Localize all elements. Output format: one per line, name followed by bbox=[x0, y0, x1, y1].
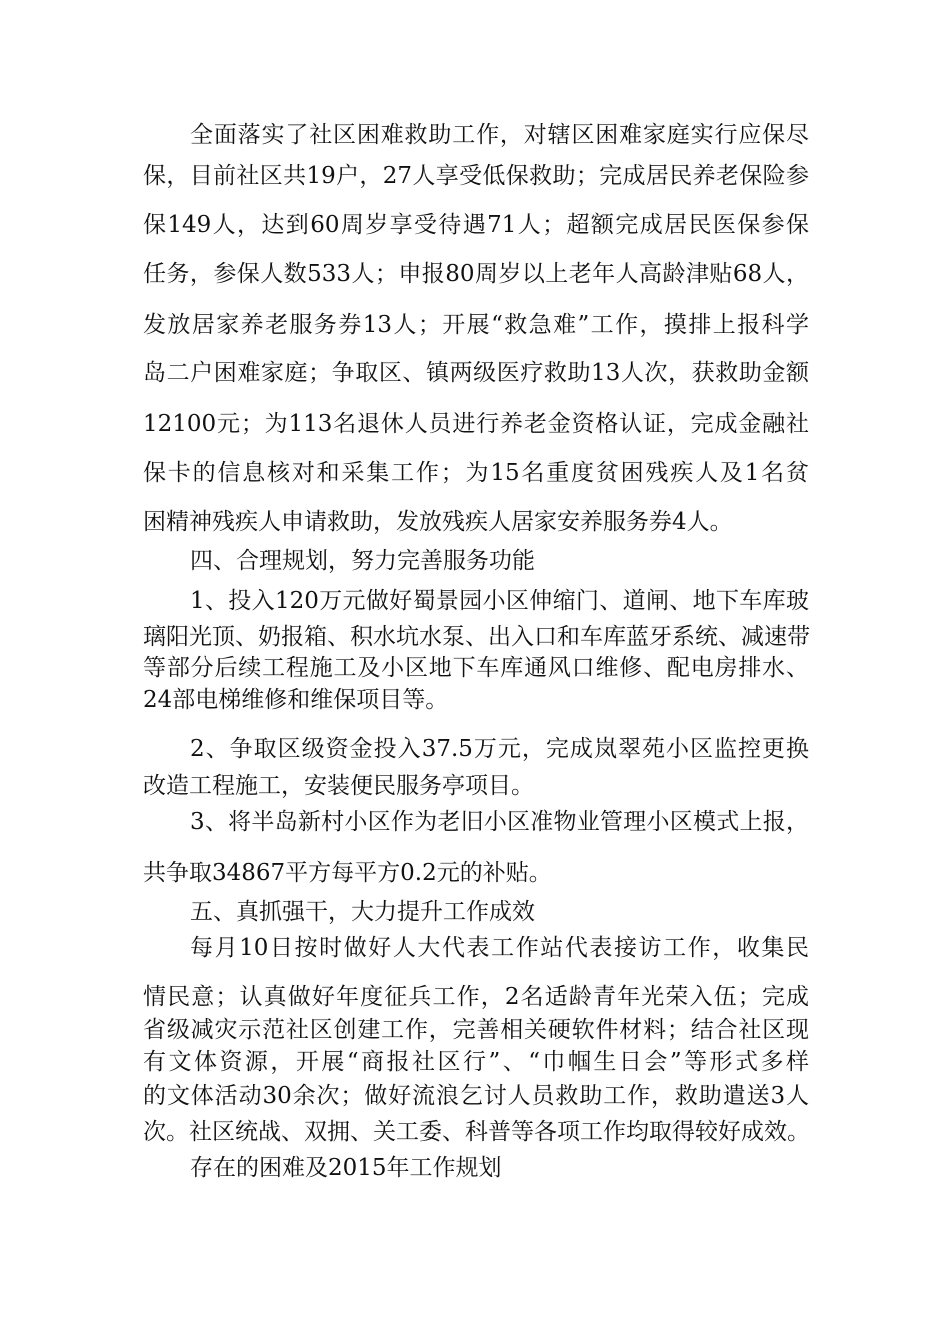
paragraph-line: 全面落实了社区困难救助工作，对辖区困难家庭实行应保尽 bbox=[190, 122, 809, 148]
paragraph-line: 保卡的信息核对和采集工作；为15名重度贫困残疾人及1名贫 bbox=[143, 460, 809, 486]
paragraph-line: 任务，参保人数533人；申报80周岁以上老年人高龄津贴68人， bbox=[143, 261, 809, 287]
paragraph-line: 等部分后续工程施工及小区地下车库通风口维修、配电房排水、 bbox=[143, 655, 809, 681]
paragraph-line: 璃阳光顶、奶报箱、积水坑水泵、出入口和车库蓝牙系统、减速带 bbox=[143, 624, 810, 650]
section-heading: 存在的困难及2015年工作规划 bbox=[190, 1155, 502, 1181]
paragraph-line: 改造工程施工，安装便民服务亭项目。 bbox=[143, 773, 534, 799]
section-heading: 四、合理规划，努力完善服务功能 bbox=[190, 548, 535, 574]
paragraph-line: 保，目前社区共19户，27人享受低保救助；完成居民养老保险参 bbox=[143, 163, 809, 189]
paragraph-line: 情民意；认真做好年度征兵工作，2名适龄青年光荣入伍；完成 bbox=[143, 984, 809, 1010]
paragraph-line: 1、投入120万元做好蜀景园小区伸缩门、道闸、地下车库玻 bbox=[190, 588, 809, 614]
paragraph-line: 24部电梯维修和维保项目等。 bbox=[143, 687, 449, 713]
paragraph-line: 的文体活动30余次；做好流浪乞讨人员救助工作，救助遣送3人 bbox=[143, 1083, 809, 1109]
paragraph-line: 次。社区统战、双拥、关工委、科普等各项工作均取得较好成效。 bbox=[143, 1119, 810, 1145]
paragraph-line: 岛二户困难家庭；争取区、镇两级医疗救助13人次，获救助金额 bbox=[143, 360, 809, 386]
paragraph-line: 困精神残疾人申请救助，发放残疾人居家安养服务券4人。 bbox=[143, 509, 733, 535]
paragraph-line: 有文体资源，开展“商报社区行”、“巾帼生日会”等形式多样 bbox=[143, 1049, 809, 1075]
paragraph-line: 保149人，达到60周岁享受待遇71人；超额完成居民医保参保 bbox=[143, 212, 809, 238]
paragraph-line: 12100元；为113名退休人员进行养老金资格认证，完成金融社 bbox=[143, 411, 809, 437]
paragraph-line: 发放居家养老服务券13人；开展“救急难”工作，摸排上报科学 bbox=[143, 312, 809, 338]
paragraph-line: 2、争取区级资金投入37.5万元，完成岚翠苑小区监控更换 bbox=[190, 736, 809, 762]
paragraph-line: 省级减灾示范社区创建工作，完善相关硬软件材料；结合社区现 bbox=[143, 1017, 809, 1043]
paragraph-line: 每月10日按时做好人大代表工作站代表接访工作，收集民 bbox=[190, 935, 809, 961]
paragraph-line: 共争取34867平方每平方0.2元的补贴。 bbox=[143, 860, 552, 886]
section-heading: 五、真抓强干，大力提升工作成效 bbox=[190, 899, 535, 925]
paragraph-line: 3、将半岛新村小区作为老旧小区准物业管理小区模式上报， bbox=[190, 809, 809, 835]
